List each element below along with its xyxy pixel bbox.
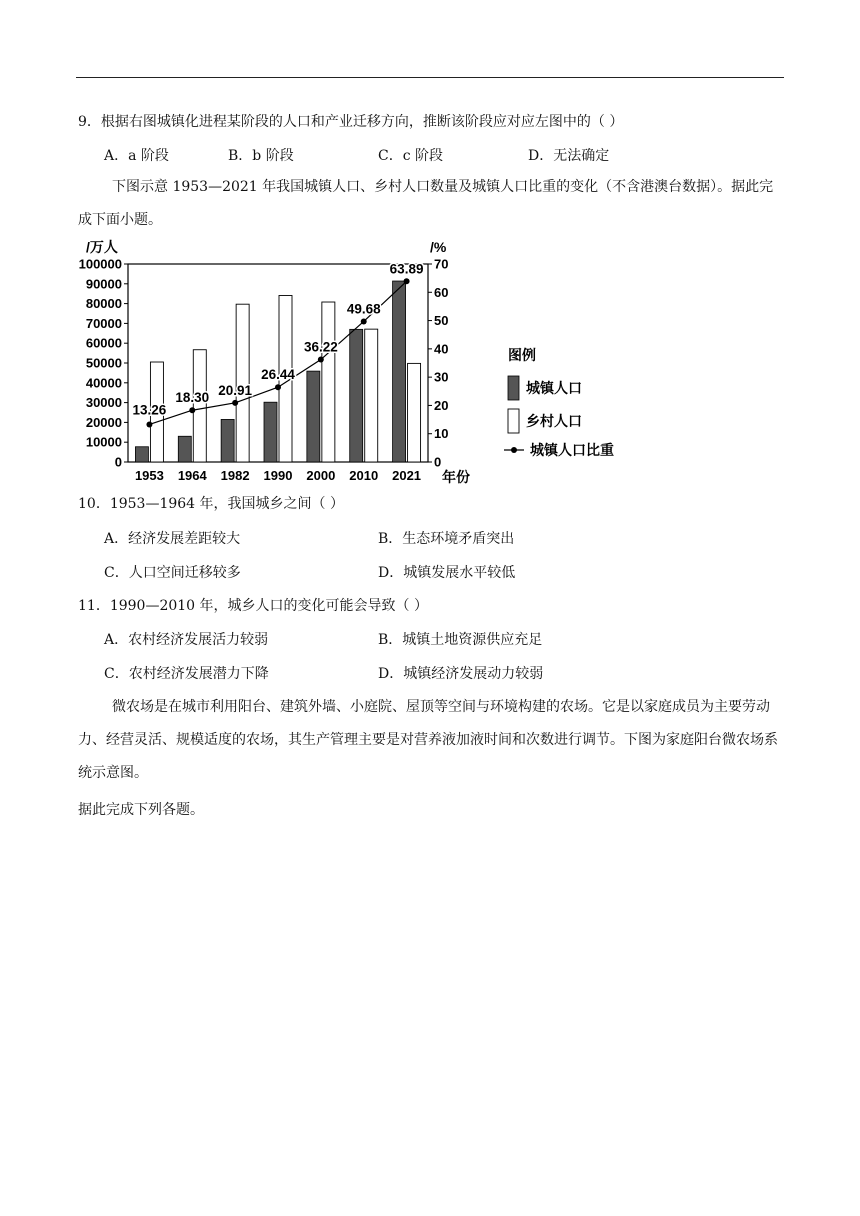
point-urban-ratio bbox=[232, 400, 238, 406]
bar-urban-1953 bbox=[135, 447, 148, 462]
bar-rural-2010 bbox=[365, 329, 378, 462]
y-left-tick-label: 100000 bbox=[78, 256, 122, 272]
x-tick-label: 1990 bbox=[263, 468, 293, 483]
x-tick-label: 1953 bbox=[134, 468, 164, 483]
q10-option-b[interactable]: B．生态环境矛盾突出 bbox=[378, 531, 515, 547]
legend-swatch-rural bbox=[508, 409, 519, 433]
legend-swatch-ratio-dot bbox=[511, 447, 517, 453]
point-urban-ratio bbox=[146, 421, 152, 427]
legend-swatch-urban bbox=[508, 376, 519, 400]
x-tick-label: 1982 bbox=[220, 468, 250, 483]
y-right-tick-label: 60 bbox=[434, 284, 449, 300]
data-label: 18.30 bbox=[175, 390, 210, 406]
q10-option-a[interactable]: A．经济发展差距较大 bbox=[104, 531, 241, 547]
y-right-tick-label: 50 bbox=[434, 313, 449, 329]
y-left-tick-label: 0 bbox=[114, 454, 122, 470]
x-axis-label: 年份 bbox=[442, 469, 470, 485]
intro-paragraph-2: 微农场是在城市利用阳台、建筑外墙、小庭院、屋顶等空间与环境构建的农场。它是以家庭成员为主要劳动力、经营灵活、规模适度的农场，其生产管理主要是对营养液加液时间和次数进行调节。下图为家庭阳台微农场系统示意图。 bbox=[78, 699, 778, 781]
q10-option-d[interactable]: D．城镇发展水平较低 bbox=[378, 565, 516, 581]
legend-title: 图例 bbox=[508, 347, 536, 363]
data-label: 20.91 bbox=[218, 382, 253, 398]
y-left-tick-label: 90000 bbox=[85, 276, 122, 292]
data-label: 36.22 bbox=[303, 339, 338, 355]
header-rule bbox=[76, 77, 784, 78]
y-left-tick-label: 80000 bbox=[85, 296, 122, 312]
legend-label-rural: 乡村人口 bbox=[526, 413, 582, 429]
x-tick-label: 2000 bbox=[306, 468, 336, 483]
data-label: 49.68 bbox=[346, 301, 381, 317]
x-tick-label: 1964 bbox=[177, 468, 207, 483]
y-right-tick-label: 10 bbox=[434, 426, 449, 442]
q9-stem: 9．根据右图城镇化进程某阶段的人口和产业迁移方向，推断该阶段应对应左图中的（ ） bbox=[78, 114, 624, 130]
x-tick-label: 2021 bbox=[392, 468, 422, 483]
bar-urban-2010 bbox=[350, 329, 363, 462]
bar-urban-2021 bbox=[393, 281, 406, 462]
bar-rural-2021 bbox=[408, 363, 421, 462]
y-right-tick-label: 30 bbox=[434, 369, 449, 385]
bar-urban-1990 bbox=[264, 402, 277, 462]
q11-option-a[interactable]: A．农村经济发展活力较弱 bbox=[104, 632, 269, 648]
q10-stem: 10．1953—1964 年，我国城乡之间（ ） bbox=[78, 496, 344, 512]
y-left-unit-label: /万人 bbox=[86, 239, 118, 255]
y-left-tick-label: 10000 bbox=[85, 434, 122, 450]
y-right-unit-label: /% bbox=[430, 239, 447, 255]
data-label: 13.26 bbox=[132, 402, 167, 418]
legend-label-urban: 城镇人口 bbox=[526, 380, 582, 396]
q11-option-d[interactable]: D．城镇经济发展动力较弱 bbox=[378, 666, 544, 682]
point-urban-ratio bbox=[361, 318, 367, 324]
x-tick-label: 2010 bbox=[349, 468, 379, 483]
y-left-tick-label: 30000 bbox=[85, 395, 122, 411]
data-label: 63.89 bbox=[389, 261, 424, 277]
data-label: 26.44 bbox=[261, 367, 295, 383]
bar-rural-2000 bbox=[322, 302, 335, 462]
plot-frame bbox=[128, 264, 428, 462]
bar-urban-2000 bbox=[307, 371, 320, 462]
y-left-tick-label: 20000 bbox=[85, 414, 122, 430]
intro-paragraph-1: 下图示意 1953—2021 年我国城镇人口、乡村人口数量及城镇人口比重的变化（不含港澳台数据）。据此完成下面小题。 bbox=[78, 179, 774, 228]
y-right-tick-label: 40 bbox=[434, 341, 449, 357]
intro-paragraph-2-tail: 据此完成下列各题。 bbox=[78, 802, 204, 818]
bar-urban-1982 bbox=[221, 419, 234, 462]
y-right-tick-label: 0 bbox=[434, 454, 442, 470]
point-urban-ratio bbox=[404, 278, 410, 284]
q10-option-c[interactable]: C．人口空间迁移较多 bbox=[104, 565, 241, 581]
population-chart bbox=[70, 236, 650, 488]
q9-option-a[interactable]: A．a 阶段 bbox=[104, 148, 169, 164]
y-left-tick-label: 40000 bbox=[85, 375, 122, 391]
point-urban-ratio bbox=[318, 357, 324, 363]
y-left-tick-label: 60000 bbox=[85, 335, 122, 351]
point-urban-ratio bbox=[189, 407, 195, 413]
q9-option-b[interactable]: B．b 阶段 bbox=[228, 148, 294, 164]
q11-stem: 11．1990—2010 年，城乡人口的变化可能会导致（ ） bbox=[78, 598, 428, 614]
y-right-tick-label: 20 bbox=[434, 397, 449, 413]
q9-option-d[interactable]: D．无法确定 bbox=[528, 148, 610, 164]
point-urban-ratio bbox=[275, 384, 281, 390]
y-left-tick-label: 70000 bbox=[85, 315, 122, 331]
q9-option-c[interactable]: C．c 阶段 bbox=[378, 148, 444, 164]
legend-label-ratio: 城镇人口比重 bbox=[530, 442, 614, 458]
q11-option-b[interactable]: B．城镇土地资源供应充足 bbox=[378, 632, 543, 648]
bar-rural-1964 bbox=[193, 350, 206, 462]
y-left-tick-label: 50000 bbox=[85, 355, 122, 371]
y-right-tick-label: 70 bbox=[434, 256, 449, 272]
q11-option-c[interactable]: C．农村经济发展潜力下降 bbox=[104, 666, 269, 682]
bar-urban-1964 bbox=[178, 436, 191, 462]
